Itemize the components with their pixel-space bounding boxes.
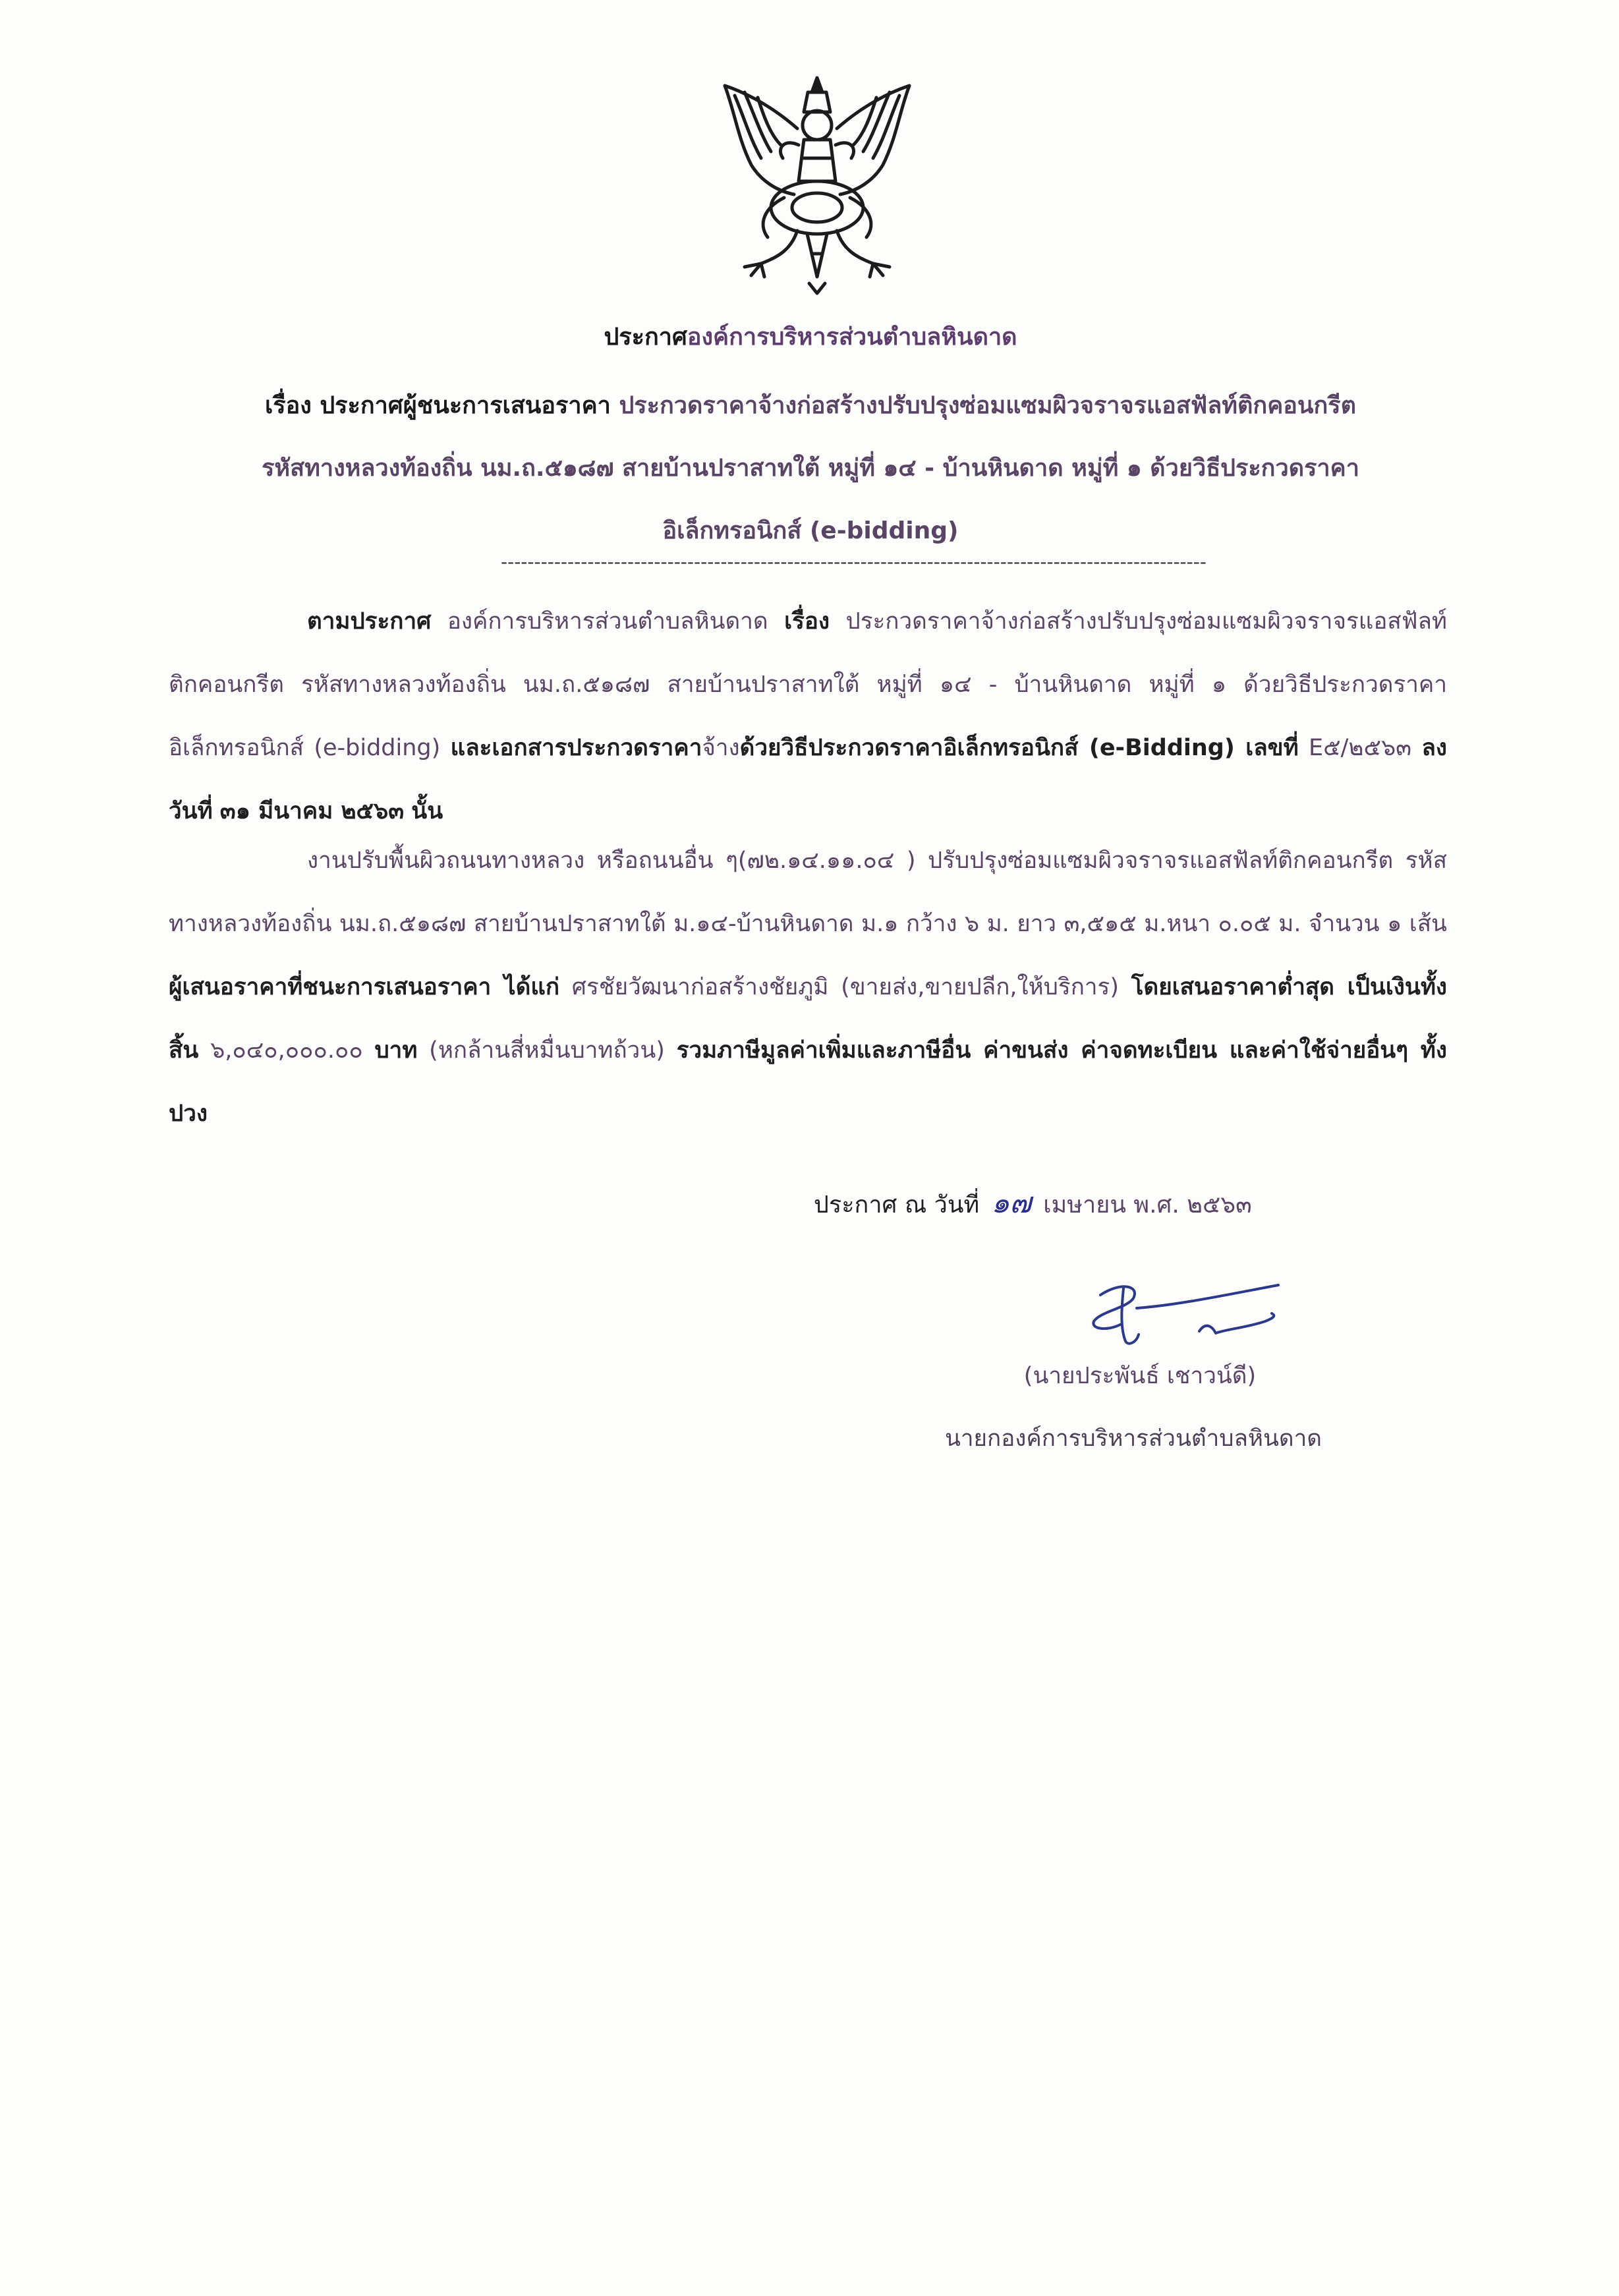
p1-subject-word: เรื่อง (784, 608, 830, 635)
subject-line-3: อิเล็กทรอนิกส์ (e-bidding) (662, 517, 959, 544)
announcement-subject (158, 374, 1463, 562)
p2-work: งานปรับพื้นผิวถนนทางหลวง หรือถนนอื่น ๆ(๗๒.๑๔.๑๑.๐๔ ) ปรับปรุงซ่อมแซมผิวจราจรแอสฟัลท์ติกคอนกรีต รหัสทางหลวงท้องถิ่น นม.ถ.๕๑๘๗ สายบ้านปราสาทใต้ ม.๑๔-บ้านหินดาด ม.๑ กว้าง ๖ ม. ยาว ๓,๕๑๕ ม.หนา ๐.๐๕ ม. จำนวน ๑ เส้น (169, 847, 1447, 937)
p1-end: นั้น (411, 798, 443, 824)
signer-position: นายกองค์การบริหารส่วนตำบลหินดาด (944, 1425, 1322, 1452)
announcement-title (158, 318, 1463, 355)
signer-name: (นายประพันธ์ เชาวน์ดี) (1023, 1363, 1257, 1389)
p2-winner-label: ผู้เสนอราคาที่ชนะการเสนอราคา ได้แก่ (169, 974, 560, 1000)
p2-price-label: โดยเสนอราคาต่ำสุด เป็นเงินทั้งสิ้น (169, 974, 1447, 1064)
subject-line-1: ประกวดราคาจ้างก่อสร้างปรับปรุงซ่อมแซมผิวจราจรแอสฟัลท์ติกคอนกรีต (619, 392, 1357, 419)
p1-dated: ลงวันที่ (169, 735, 1447, 824)
p1-org: องค์การบริหารส่วนตำบลหินดาด (447, 608, 768, 635)
p1-date: ๓๑ มีนาคม ๒๕๖๓ (219, 798, 405, 824)
paragraph-reference (169, 590, 1447, 843)
p1-method: ด้วยวิธีประกวดราคาอิเล็กทรอนิกส์ (e-Bidding) เลขที่ (739, 735, 1299, 761)
p2-baht: บาท (374, 1037, 418, 1064)
p1-subject: ประกวดราคาจ้างก่อสร้างปรับปรุงซ่อมแซมผิวจราจรแอสฟัลท์ติกคอนกรีต รหัสทางหลวงท้องถิ่น นม.ถ.๕๑๘๗ สายบ้านปราสาทใต้ หมู่ที่ ๑๔ - บ้านหินดาด หมู่ที่ ๑ ด้วยวิธีประกวดราคาอิเล็กทรอนิกส์ (e-bidding) (169, 608, 1447, 761)
date-month-year: เมษายน พ.ศ. ๒๕๖๓ (1043, 1191, 1252, 1219)
handwritten-signature (1074, 1269, 1311, 1361)
p1-lead: ตามประกาศ (307, 608, 432, 635)
title-org: องค์การบริหารส่วนตำบลหินดาด (687, 324, 1017, 351)
garuda-emblem-icon (698, 66, 936, 303)
p2-tail: รวมภาษีมูลค่าเพิ่มและภาษีอื่น ค่าขนส่ง ค่าจดทะเบียน และค่าใช้จ่ายอื่นๆ ทั้งปวง (169, 1037, 1447, 1127)
paragraph-award (169, 829, 1447, 1145)
p2-price: ๖,๐๔๐,๐๐๐.๐๐ (210, 1037, 363, 1064)
announcement-date (814, 1180, 1252, 1226)
date-day: ๑๗ (991, 1186, 1032, 1220)
date-announce: ประกาศ ณ วันที่ (814, 1191, 980, 1219)
p2-price-words: (หกล้านสี่หมื่นบาทถ้วน) (429, 1037, 665, 1064)
subject-line-2: รหัสทางหลวงท้องถิ่น นม.ถ.๕๑๘๗ สายบ้านปราสาทใต้ หมู่ที่ ๑๔ - บ้านหินดาด หมู่ที่ ๑ ด้วยวิธีประกวดราคา (262, 455, 1359, 482)
p1-doc-no: E๕/๒๕๖๓ (1308, 735, 1412, 761)
subject-label: เรื่อง ประกาศผู้ชนะการเสนอราคา (264, 392, 611, 419)
p1-docs: และเอกสารประกวดราคา (450, 735, 702, 761)
title-prefix: ประกาศ (604, 324, 687, 351)
p2-winner: ศรชัยวัฒนาก่อสร้างชัยภูมิ (ขายส่ง,ขายปลีก,ให้บริการ) (571, 974, 1119, 1000)
separator-line: ---------------------------------------------------------------------------------------------------------- (501, 551, 1207, 573)
p1-hire: จ้าง (702, 735, 740, 761)
